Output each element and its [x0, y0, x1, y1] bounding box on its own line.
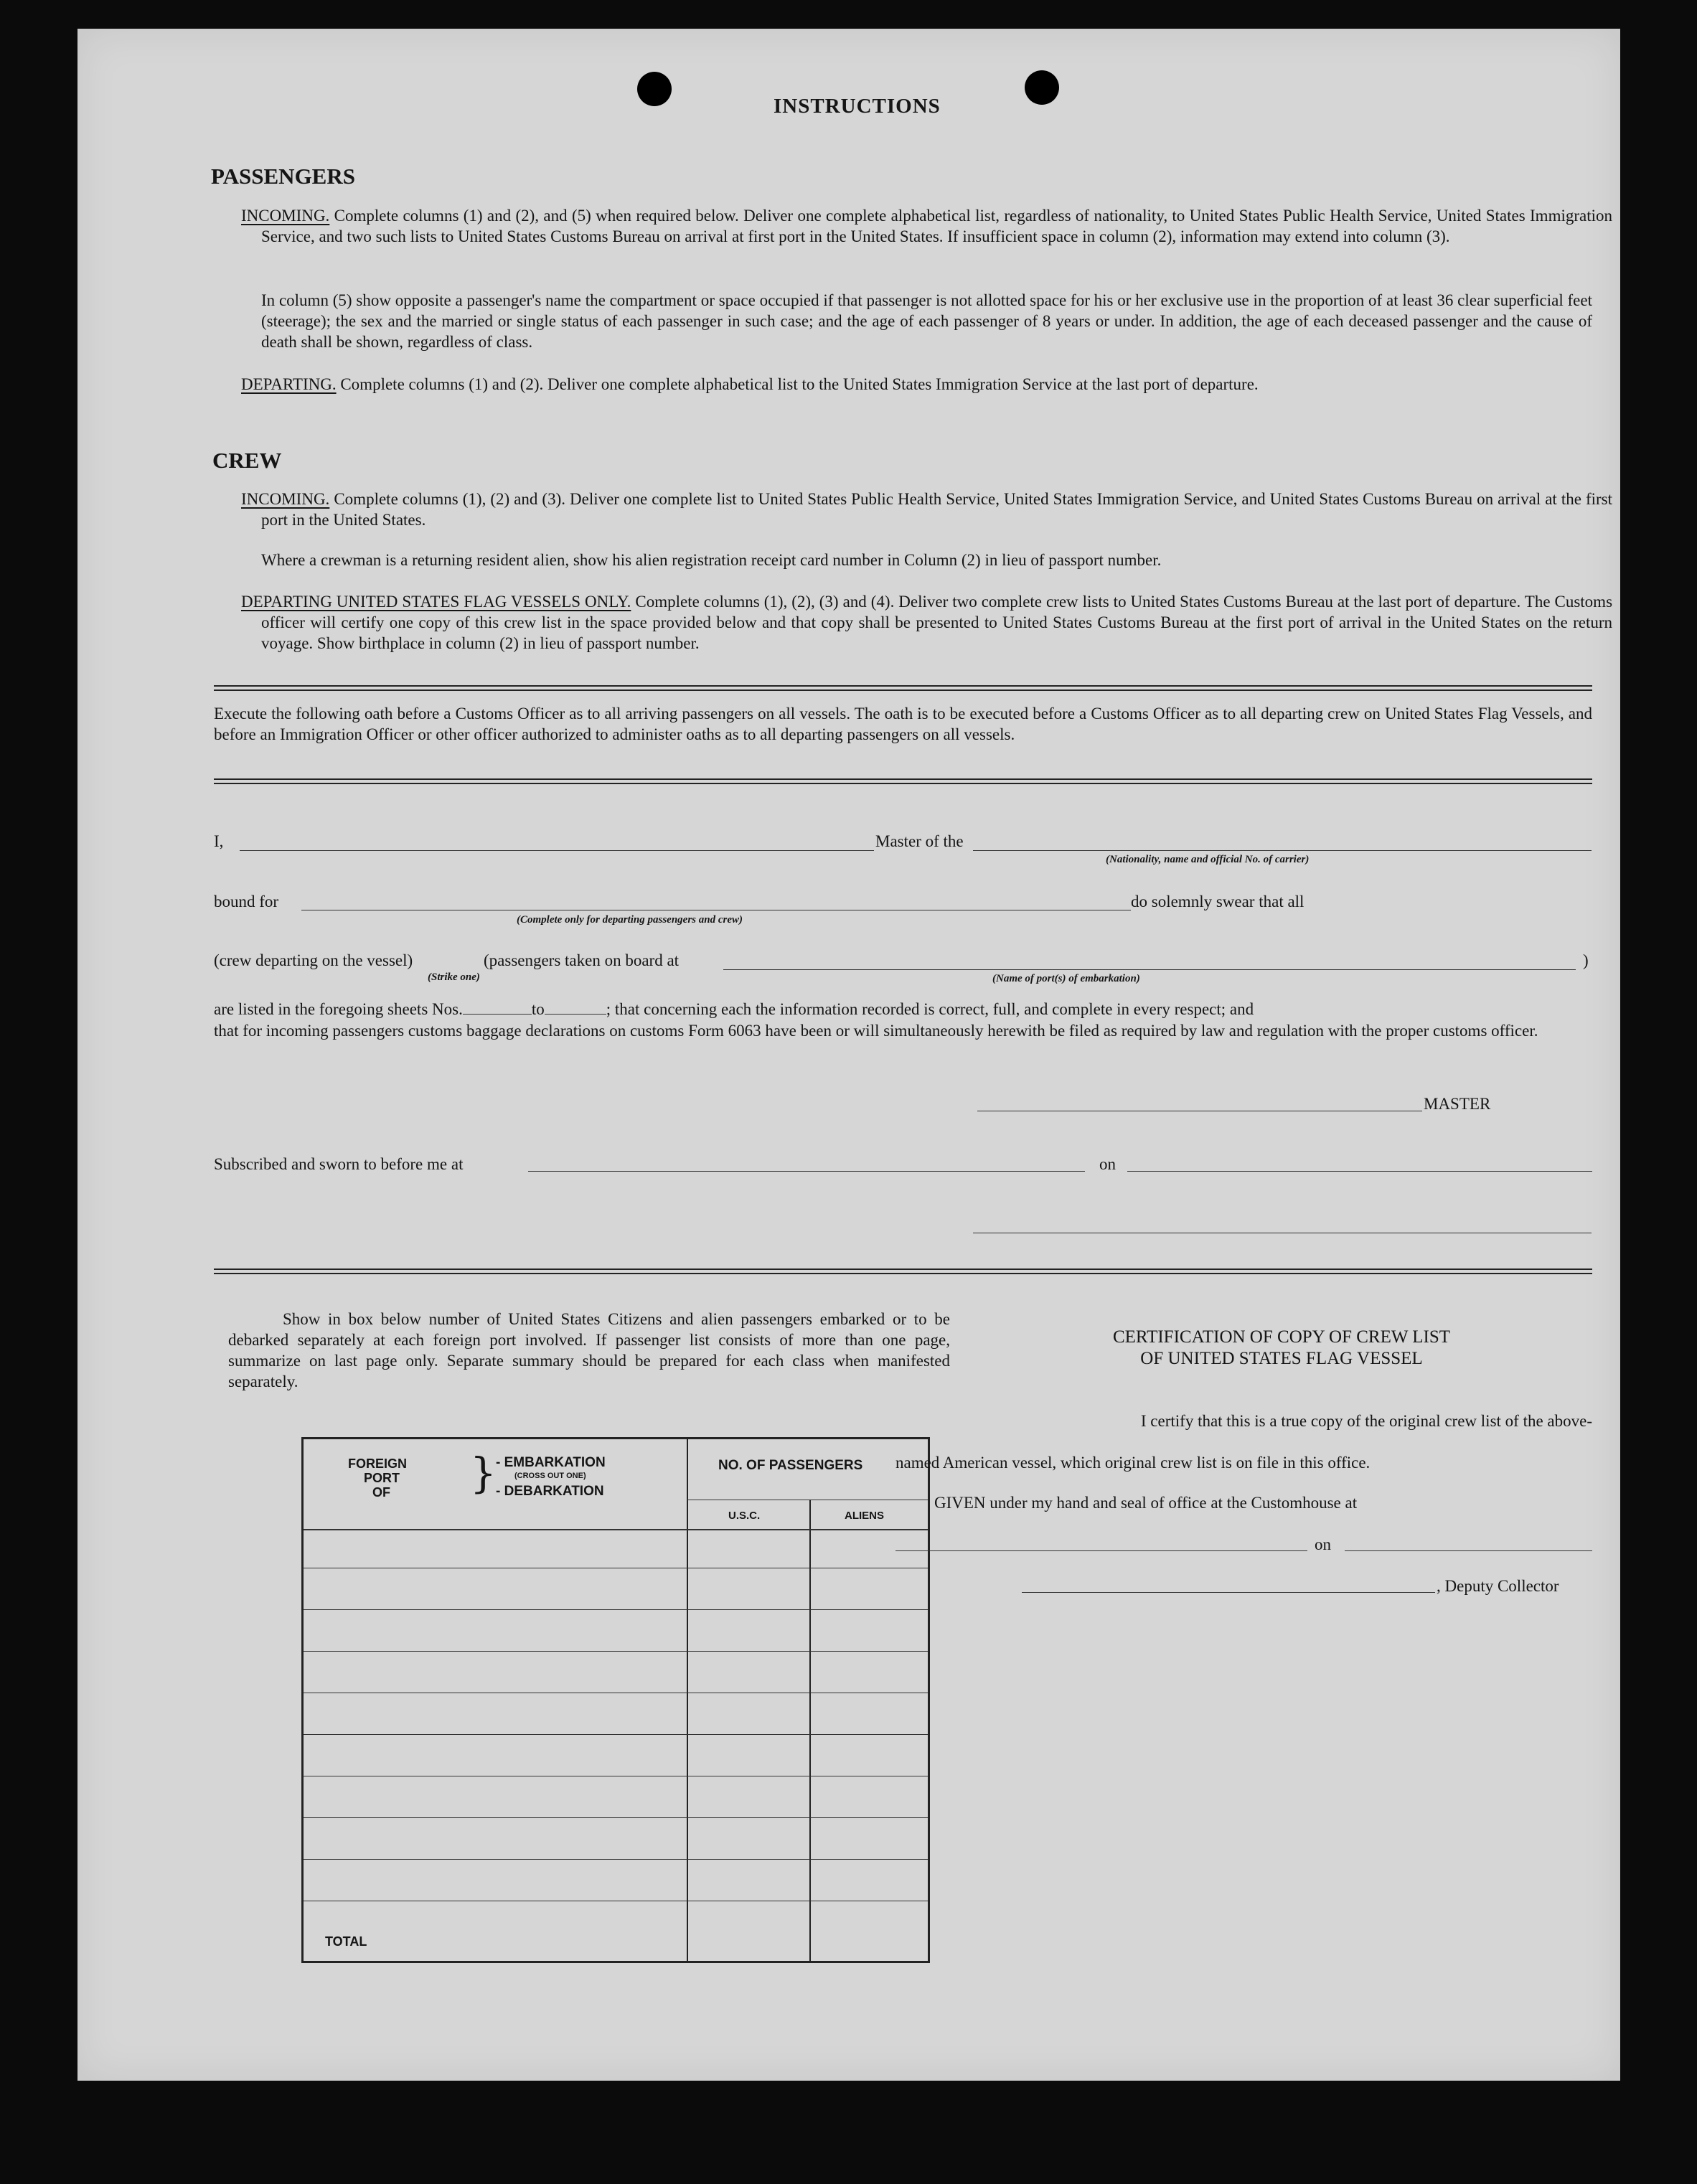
aliens-header: ALIENS [845, 1510, 885, 1522]
table-divider-port [687, 1439, 688, 1961]
crew-departing-text: Complete columns (1), (2), (3) and (4). Deliver two complete crew lists to United States Customs Bureau at the last port of departure. The Customs officer will certify one copy of this crew list in the space provided below and that copy shall be presented to United States Customs Bureau at the first port of arrival in the United States on the return voyage. Show birthplace in column (2) in lieu of passport number. [261, 593, 1613, 652]
cross-out-label: (CROSS OUT ONE) [514, 1472, 586, 1480]
oath-i-label: I, [214, 832, 224, 850]
cert-on-label: on [1315, 1535, 1331, 1553]
passengers-incoming-paragraph [241, 205, 1612, 247]
execute-oath-paragraph: Execute the following oath before a Customs Officer as to all arriving passengers on all vessels. The oath is to be executed before a Customs Officer as to all departing crew on United States Flag Vessels, and before an Immigration Officer or other officer authorized to administer oaths as to all departing passengers on all vessels. [214, 705, 1592, 743]
sheet-from-field[interactable] [463, 999, 532, 1015]
of-label: OF [372, 1485, 390, 1500]
embarkation-label: - EMBARKATION [496, 1455, 606, 1470]
divider-double-2 [214, 778, 1592, 784]
divider-double-3 [214, 1268, 1592, 1274]
deputy-collector-label: , Deputy Collector [1437, 1577, 1559, 1595]
port-close-paren: ) [1583, 951, 1589, 969]
total-label: TOTAL [325, 1934, 367, 1949]
listed-to: to [531, 1000, 545, 1018]
departing-text: Complete columns (1) and (2). Deliver one complete alphabetical list to the United States Immigration Service at the last port of departure. [340, 375, 1259, 393]
customhouse-field[interactable] [895, 1550, 1307, 1551]
table-row-line [304, 1651, 928, 1652]
incoming-label: INCOMING. [241, 207, 330, 225]
passenger-summary-table [301, 1437, 930, 1963]
table-row-line [304, 1817, 928, 1818]
instructions-title: INSTRUCTIONS [774, 95, 941, 118]
master-of-the-label: Master of the [875, 832, 964, 850]
listed-b: ; that concerning each the information recorded is correct, full, and complete in every respect; and [606, 1000, 1254, 1018]
divider-double-1 [214, 685, 1592, 691]
bound-for-caption: (Complete only for departing passengers and crew) [517, 914, 743, 926]
carrier-field[interactable] [973, 850, 1592, 851]
crew-departing-label: DEPARTING UNITED STATES FLAG VESSELS ONLY. [241, 593, 631, 611]
column5-paragraph: In column (5) show opposite a passenger's name the compartment or space occupied if that passenger is not allotted space for his or her exclusive use in the proportion of at least 36 clear superficial feet (steerage); the sex and the married or single status of each passenger in such case; and the age of each passenger of 8 years or under. In addition, the age of each deceased passenger and the cause of death shall be shown, regardless of class. [261, 291, 1592, 351]
passengers-taken-text: (passengers taken on board at [484, 951, 680, 969]
debarkation-label: - DEBARKATION [496, 1484, 604, 1499]
table-row-line [304, 1609, 928, 1610]
foreign-label: FOREIGN [348, 1456, 408, 1471]
crew-incoming-text: Complete columns (1), (2) and (3). Deliver one complete list to United States Public Health Service, United States Immigration Service, and United States Customs Bureau on arrival at the first port in the United States. [261, 490, 1612, 529]
listed-rest-text: that for incoming passengers customs baggage declarations on customs Form 6063 have been or will simultaneously herewith be filed as required by law and regulation with the proper customs officer. [214, 1022, 1538, 1040]
certification-title-2: OF UNITED STATES FLAG VESSEL [1140, 1349, 1423, 1368]
summary-instructions: Show in box below number of United States Citizens and alien passengers embarked or to be debarked separately at each foreign port involved. If passenger list consists of more than one page, summarize on last page only. Separate summary should be prepared for each class when manifested separately. [228, 1310, 950, 1390]
crew-departing-paragraph [241, 591, 1612, 654]
subscribed-place-field[interactable] [528, 1171, 1085, 1172]
crew-departing-text: (crew departing on the vessel) [214, 951, 413, 969]
port-caption: (Name of port(s) of embarkation) [992, 973, 1140, 984]
subscribed-label: Subscribed and sworn to before me at [214, 1155, 464, 1173]
strike-one-caption: (Strike one) [428, 971, 480, 983]
certify-line-1: I certify that this is a true copy of the original crew list of the above- [1140, 1412, 1592, 1430]
master-label: MASTER [1424, 1095, 1491, 1113]
crew-resident-paragraph: Where a crewman is a returning resident alien, show his alien registration receipt card number in Column (2) in lieu of passport number. [261, 551, 1162, 569]
passengers-heading: PASSENGERS [211, 164, 355, 189]
table-divider-usc [809, 1500, 811, 1961]
given-text: GIVEN under my hand and seal of office at the Customhouse at [934, 1494, 1358, 1512]
document-page [77, 29, 1620, 2081]
swear-text: do solemnly swear that all [1131, 893, 1305, 910]
departing-label: DEPARTING. [241, 375, 337, 393]
listed-sheets-text [214, 999, 1592, 1019]
port-embarkation-field[interactable] [723, 969, 1576, 970]
table-header-bottom [304, 1529, 928, 1530]
brace: } [470, 1449, 497, 1497]
table-row-line [304, 1734, 928, 1735]
carrier-caption: (Nationality, name and official No. of carrier) [1106, 854, 1310, 865]
crew-heading: CREW [212, 448, 282, 473]
subscribed-on-label: on [1099, 1155, 1116, 1173]
no-passengers-header: NO. OF PASSENGERS [718, 1458, 863, 1473]
punch-hole-left [637, 72, 672, 106]
incoming-text: Complete columns (1) and (2), and (5) when required below. Deliver one complete alphabetical list, regardless of nationality, to United States Public Health Service, United States Immigration Service, and two such lists to United States Customs Bureau on arrival at first port in the United States. If insufficient space in column (2), information may extend into column (3). [261, 207, 1613, 245]
passengers-departing-paragraph [241, 374, 1612, 395]
table-row-line [304, 1859, 928, 1860]
certification-title-1: CERTIFICATION OF COPY OF CREW LIST [1112, 1327, 1451, 1347]
crew-incoming-label: INCOMING. [241, 490, 330, 508]
master-name-field[interactable] [240, 850, 874, 851]
punch-hole-right [1025, 70, 1059, 105]
crew-incoming-paragraph [241, 489, 1612, 530]
deputy-signature-field[interactable] [1022, 1592, 1435, 1593]
listed-a: are listed in the foregoing sheets Nos. [214, 1000, 463, 1018]
port-label: PORT [364, 1471, 400, 1485]
cert-date-field[interactable] [1345, 1550, 1592, 1551]
bound-for-label: bound for [214, 893, 279, 910]
usc-header: U.S.C. [728, 1510, 761, 1522]
certify-line-2: named American vessel, which original crew list is on file in this office. [895, 1454, 1371, 1472]
sheet-to-field[interactable] [545, 999, 606, 1015]
subscribed-date-field[interactable] [1127, 1171, 1592, 1172]
